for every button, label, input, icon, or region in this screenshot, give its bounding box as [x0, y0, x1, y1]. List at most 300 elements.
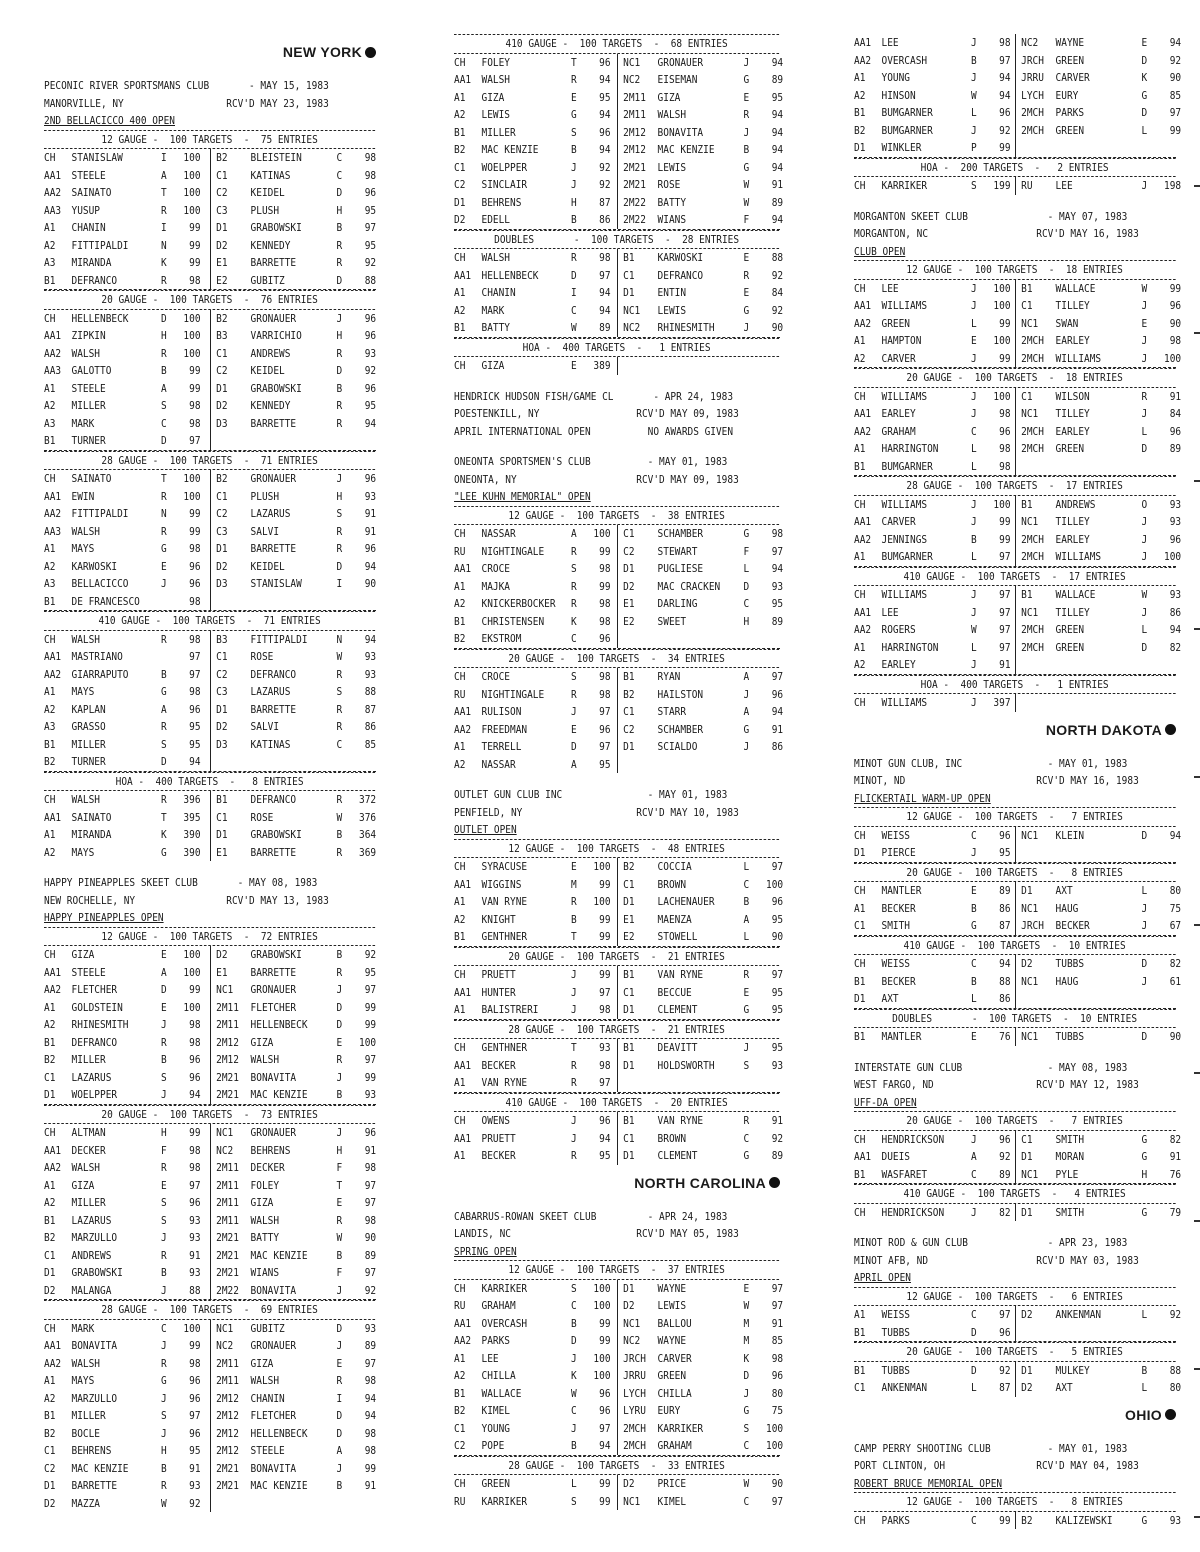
result-right — [618, 1001, 784, 1019]
shooter-name: STEWART — [657, 544, 698, 558]
score: 96 — [599, 722, 611, 736]
result-row — [454, 1130, 784, 1148]
result-entry — [454, 686, 611, 704]
class-code: B1 — [44, 1213, 56, 1227]
result-left — [854, 990, 1016, 1008]
score: 75 — [1169, 901, 1182, 915]
shooter-name: CHILLA — [481, 1369, 516, 1382]
result-row — [44, 1372, 376, 1390]
class-code: CH — [44, 1321, 56, 1335]
result-entry — [211, 362, 376, 380]
score: 99 — [364, 1070, 377, 1084]
class-code: B1 — [454, 125, 466, 139]
result-entry — [211, 219, 376, 237]
result-right — [211, 432, 377, 450]
category-code: B — [336, 948, 343, 961]
class-code: CH — [454, 968, 466, 981]
result-right — [618, 1039, 784, 1057]
result-left — [854, 1166, 1016, 1184]
class-code: A2 — [44, 1196, 56, 1209]
category-code: J — [570, 1003, 577, 1016]
score: 97 — [999, 53, 1011, 67]
result-entry — [454, 1001, 611, 1019]
shooter-name: BLEISTEIN — [250, 151, 302, 164]
shooter-name: GREEN — [1055, 442, 1085, 455]
result-row — [854, 1324, 1176, 1343]
result-entry — [211, 1390, 376, 1408]
shooter-name: KEIDEL — [250, 559, 285, 573]
result-entry — [1016, 955, 1181, 973]
class-code: A1 — [44, 542, 56, 555]
score: 376 — [359, 810, 377, 824]
category-code: J — [970, 588, 977, 601]
result-row — [44, 593, 376, 612]
class-code: 2MCH — [1021, 424, 1044, 438]
shooter-name: GRABOWSKI — [250, 381, 302, 395]
category-code: J — [970, 658, 977, 671]
shooter-name: EARLEY — [1055, 424, 1090, 438]
score: 100 — [183, 472, 201, 485]
class-code: AA1 — [854, 36, 872, 49]
shooter-name: EARLEY — [1055, 334, 1090, 347]
result-left — [454, 159, 618, 177]
shooter-name: WIGGINS — [481, 877, 522, 891]
category-code: D — [336, 364, 343, 377]
category-code: J — [743, 1041, 750, 1054]
result-row — [854, 531, 1182, 549]
category-code: G — [1141, 1150, 1148, 1163]
class-code: A1 — [44, 381, 56, 395]
score: 96 — [189, 559, 201, 573]
score: 97 — [599, 740, 611, 753]
result-entry — [454, 893, 611, 911]
shooter-name: ROSE — [250, 650, 274, 663]
shooter-name: PARKS — [481, 1334, 511, 1347]
result-entry — [211, 1407, 376, 1425]
score: 99 — [599, 877, 611, 891]
class-code: 2M11 — [216, 1374, 239, 1387]
category-code: D — [743, 579, 750, 593]
class-code: B1 — [854, 106, 866, 119]
category-code: S — [336, 685, 343, 698]
event-header: HOA - 400 TARGETS - 1 ENTRIES — [454, 338, 779, 358]
result-right — [211, 540, 377, 558]
club-name-date: CABARRUS-ROWAN SKEET CLUB - APR 24, 1983 — [454, 1209, 728, 1223]
result-row — [44, 964, 376, 982]
result-left — [44, 327, 211, 345]
result-left — [854, 917, 1016, 935]
category-code: D — [1141, 828, 1148, 842]
shooter-name: AXT — [1055, 884, 1073, 897]
category-code: G — [970, 919, 977, 932]
category-code: C — [336, 168, 343, 182]
score: 98 — [599, 562, 611, 575]
class-code: B2 — [454, 1404, 466, 1417]
score: 96 — [999, 424, 1011, 438]
shooter-name: SAINATO — [71, 186, 112, 199]
class-code: A1 — [454, 895, 466, 908]
score: 93 — [364, 1088, 377, 1101]
result-entry — [44, 809, 201, 827]
class-code: B1 — [44, 594, 56, 608]
result-left — [854, 1148, 1016, 1166]
result-row — [854, 586, 1182, 604]
result-row — [44, 718, 376, 736]
result-entry — [1016, 694, 1181, 712]
result-right — [211, 1142, 377, 1160]
shooter-name: GUBITZ — [250, 1321, 285, 1335]
score: 96 — [999, 1325, 1011, 1339]
result-entry — [44, 1124, 201, 1142]
class-code: B1 — [454, 321, 466, 334]
class-code: D1 — [44, 1479, 56, 1492]
result-right — [211, 380, 377, 398]
event-header: 20 GAUGE - 100 TARGETS - 8 ENTRIES — [854, 863, 1175, 883]
category-code: G — [160, 542, 167, 555]
result-right — [1016, 423, 1182, 441]
event-header: HOA - 400 TARGETS - 1 ENTRIES — [854, 675, 1175, 695]
shooter-name: SCHAMBER — [657, 722, 704, 736]
result-left — [854, 1379, 1016, 1397]
score: 98 — [189, 1018, 201, 1031]
shooter-name: PARKS — [881, 1513, 911, 1527]
class-code: C2 — [216, 364, 228, 377]
result-right — [211, 1337, 377, 1355]
result-right — [618, 703, 784, 721]
result-entry — [1016, 496, 1181, 514]
result-row — [44, 826, 376, 844]
result-entry — [44, 1086, 201, 1104]
class-code: AA1 — [454, 268, 472, 282]
shooter-name: LEE — [881, 281, 899, 295]
class-code: A2 — [44, 1018, 56, 1031]
shooter-name: KIMEL — [481, 1404, 511, 1417]
event-header: 12 GAUGE - 100 TARGETS - 75 ENTRIES — [44, 130, 375, 150]
class-code: D1 — [623, 1149, 635, 1162]
category-code: K — [160, 256, 167, 269]
result-entry — [211, 648, 376, 666]
result-right — [1016, 604, 1182, 622]
shooter-name: TERRELL — [481, 740, 522, 753]
result-left — [44, 1142, 211, 1160]
result-entry — [454, 1112, 611, 1130]
shooter-name: BUMGARNER — [881, 106, 933, 119]
shooter-name: WILLIAMS — [881, 497, 928, 511]
shooter-name: WILLIAMS — [1055, 351, 1102, 365]
category-code: R — [160, 1035, 167, 1049]
result-row — [454, 613, 784, 631]
score: 364 — [359, 828, 377, 841]
class-code: AA1 — [44, 1339, 62, 1352]
result-entry — [854, 1512, 1011, 1530]
club-header — [854, 755, 1176, 808]
result-entry — [211, 1229, 376, 1247]
category-code: J — [570, 178, 577, 191]
class-code: B1 — [854, 1167, 866, 1181]
shooter-name: GENTHNER — [481, 930, 528, 943]
result-row — [44, 1247, 376, 1265]
result-row — [854, 177, 1182, 195]
result-entry — [618, 560, 783, 578]
shooter-name: LEWIS — [481, 108, 511, 121]
shooter-name: MAENZA — [657, 912, 692, 926]
result-entry — [44, 272, 201, 290]
score: 95 — [771, 597, 784, 610]
class-code: RU — [454, 1299, 466, 1312]
score: 98 — [364, 168, 377, 182]
shooter-name: GRONAUER — [250, 472, 297, 485]
class-code: AA1 — [44, 1143, 62, 1157]
result-entry — [618, 1315, 783, 1333]
class-code: AA1 — [44, 329, 62, 342]
score: 96 — [599, 1386, 611, 1400]
category-code: B — [336, 221, 343, 234]
result-right — [618, 1112, 784, 1130]
score: 98 — [364, 1161, 377, 1174]
result-entry — [854, 531, 1011, 549]
category-code: C — [970, 1513, 977, 1527]
score: 96 — [1169, 532, 1182, 546]
category-code: J — [336, 1126, 343, 1139]
shooter-name: GREEN — [481, 1477, 511, 1490]
shooter-name: EWIN — [71, 489, 95, 503]
result-row — [44, 345, 376, 363]
result-row — [44, 575, 376, 593]
result-entry — [44, 1372, 201, 1390]
result-left — [854, 1028, 1016, 1046]
score: 94 — [599, 108, 611, 121]
score: 99 — [999, 515, 1011, 528]
result-entry — [618, 595, 783, 613]
class-code: 2M12 — [623, 125, 646, 139]
score: 94 — [771, 705, 784, 718]
result-row — [44, 397, 376, 415]
club-name-date: ONEONTA SPORTSMEN'S CLUB - MAY 01, 1983 — [454, 455, 728, 468]
score: 100 — [593, 1299, 611, 1312]
shooter-name: RULISON — [481, 705, 522, 718]
club-location-received: PORT CLINTON, OH RCV'D MAY 04, 1983 — [854, 1459, 1139, 1472]
category-code: D — [743, 1369, 750, 1382]
result-entry — [854, 1306, 1011, 1324]
result-entry — [454, 1280, 611, 1298]
result-entry — [211, 327, 376, 345]
score: 92 — [999, 123, 1011, 137]
shooter-name: MIRANDA — [71, 256, 112, 269]
category-code: C — [160, 416, 167, 430]
result-entry — [44, 981, 201, 999]
result-row — [44, 946, 376, 964]
score: 96 — [189, 1196, 201, 1209]
result-entry — [618, 194, 783, 212]
class-code: C2 — [216, 186, 228, 199]
class-code: AA3 — [44, 364, 62, 377]
result-row — [454, 1039, 784, 1057]
shooter-name: MALANGA — [71, 1283, 112, 1297]
result-entry — [1016, 34, 1181, 52]
category-code: D — [160, 755, 167, 768]
result-left — [454, 703, 618, 721]
event-header: 20 GAUGE - 100 TARGETS - 73 ENTRIES — [44, 1105, 375, 1125]
result-entry — [454, 89, 611, 107]
result-entry — [211, 488, 376, 506]
class-code: A1 — [854, 901, 866, 915]
shooter-name: CARVER — [881, 515, 916, 528]
result-right — [211, 809, 377, 827]
result-left — [854, 548, 1016, 566]
category-code: J — [336, 472, 343, 485]
result-left — [854, 1131, 1016, 1149]
result-row — [854, 122, 1182, 140]
score: 97 — [189, 1409, 201, 1422]
category-code: S — [160, 1070, 167, 1084]
result-right — [211, 1016, 377, 1034]
category-code: J — [336, 1070, 343, 1084]
category-code: A — [160, 965, 167, 979]
result-right — [1016, 332, 1182, 350]
club-header — [44, 874, 376, 927]
score: 100 — [993, 281, 1011, 295]
result-row — [44, 1124, 376, 1142]
result-entry — [454, 1402, 611, 1420]
result-entry — [44, 791, 201, 809]
result-entry — [44, 1264, 201, 1282]
result-entry — [854, 69, 1011, 87]
score: 91 — [1169, 1150, 1182, 1163]
category-code: E — [160, 559, 167, 573]
result-entry — [854, 405, 1011, 423]
class-code: 2M22 — [623, 213, 646, 226]
result-row — [44, 1355, 376, 1373]
shooter-name: KEIDEL — [250, 186, 285, 199]
score: 91 — [364, 1479, 377, 1492]
result-entry — [211, 1212, 376, 1230]
category-code: D — [1141, 640, 1148, 654]
category-code: R — [160, 273, 167, 287]
result-right — [1016, 297, 1182, 315]
result-entry — [854, 827, 1011, 845]
column-1 — [44, 34, 376, 1512]
result-entry — [44, 1229, 201, 1247]
score: 94 — [771, 55, 784, 69]
result-entry — [44, 826, 201, 844]
category-code: C — [743, 1131, 750, 1145]
result-right — [618, 89, 784, 107]
result-entry — [211, 149, 376, 167]
score: 96 — [999, 106, 1011, 119]
class-code: LYRU — [623, 1404, 646, 1417]
shooter-name: HAILSTON — [657, 687, 704, 701]
shooter-name: WILLIAMS — [881, 299, 928, 312]
shooter-name: KARRIKER — [481, 1281, 528, 1295]
shooter-name: MARZULLO — [71, 1231, 118, 1244]
shooter-name: WAYNE — [1055, 36, 1085, 49]
score: 100 — [183, 489, 201, 503]
shooter-name: PYLE — [1055, 1167, 1079, 1181]
shooter-name: GREEN — [1055, 53, 1085, 67]
class-code: E1 — [216, 256, 228, 269]
result-entry — [854, 694, 1011, 712]
shooter-name: WILLIAMS — [881, 389, 928, 403]
result-left — [454, 543, 618, 561]
result-row — [44, 1425, 376, 1443]
class-code: CH — [44, 632, 56, 646]
score: 98 — [189, 632, 201, 646]
result-entry — [854, 973, 1011, 991]
shooter-name: BARRETTE — [71, 1479, 118, 1492]
result-row — [454, 302, 784, 320]
result-entry — [454, 124, 611, 142]
shooter-name: CHRISTENSEN — [481, 614, 545, 628]
result-row — [854, 827, 1182, 845]
shooter-name: PLUSH — [250, 203, 280, 217]
result-entry — [44, 593, 201, 611]
shooter-name: MAC KENZIE — [250, 1479, 308, 1492]
category-code: H — [160, 1444, 167, 1457]
result-entry — [1016, 1166, 1181, 1184]
class-code: CH — [454, 1114, 466, 1127]
result-row — [854, 52, 1182, 70]
category-code: F — [336, 1266, 343, 1279]
score: 97 — [364, 221, 377, 234]
category-code: E — [336, 1035, 343, 1049]
club-location-received: NEW ROCHELLE, NY RCV'D MAY 13, 1983 — [44, 893, 329, 907]
category-code: L — [970, 106, 977, 119]
class-code: 2M21 — [216, 1461, 239, 1475]
shooter-name: HELLENBECK — [71, 311, 129, 325]
result-entry — [618, 928, 783, 946]
result-row — [854, 694, 1176, 712]
result-left — [454, 176, 618, 194]
result-left — [854, 882, 1016, 900]
result-left — [44, 1159, 211, 1177]
category-code: J — [743, 740, 750, 753]
shooter-name: ROSE — [657, 178, 681, 191]
score: 96 — [599, 1404, 611, 1417]
score: 96 — [771, 895, 784, 908]
shooter-name: HELLENBECK — [481, 268, 539, 282]
score: 93 — [1169, 1513, 1182, 1527]
shooter-name: NASSAR — [481, 757, 516, 771]
club-location-received: MINOT AFB, ND RCV'D MAY 03, 1983 — [854, 1253, 1139, 1267]
shooter-name: BARRETTE — [250, 702, 297, 716]
category-code: S — [160, 399, 167, 412]
result-left — [854, 350, 1016, 368]
score: 89 — [599, 321, 611, 334]
result-row — [854, 990, 1176, 1009]
result-entry — [211, 1495, 376, 1513]
category-code: R — [336, 845, 343, 859]
result-entry — [44, 1247, 201, 1265]
score: 96 — [364, 329, 377, 342]
category-code: J — [570, 705, 577, 718]
result-left — [454, 284, 618, 302]
shooter-name: WILSON — [1055, 389, 1090, 403]
class-code: B3 — [216, 632, 228, 646]
category-code: K — [570, 1369, 577, 1382]
category-code: F — [743, 544, 750, 558]
score: 91 — [364, 524, 377, 538]
result-right — [618, 1367, 784, 1385]
club-name-date: HENDRICK HUDSON FISH/GAME CL - APR 24, 1983 — [454, 389, 734, 403]
category-code: H — [743, 614, 750, 628]
shooter-name: WAYNE — [657, 1281, 687, 1295]
class-code: 2M21 — [216, 1479, 239, 1492]
score: 76 — [1169, 1167, 1182, 1181]
shooter-name: BECKER — [481, 1058, 516, 1072]
shooter-name: KATINAS — [250, 737, 291, 751]
shooter-name: MAC KENZIE — [657, 143, 715, 156]
class-code: D2 — [623, 1477, 635, 1490]
